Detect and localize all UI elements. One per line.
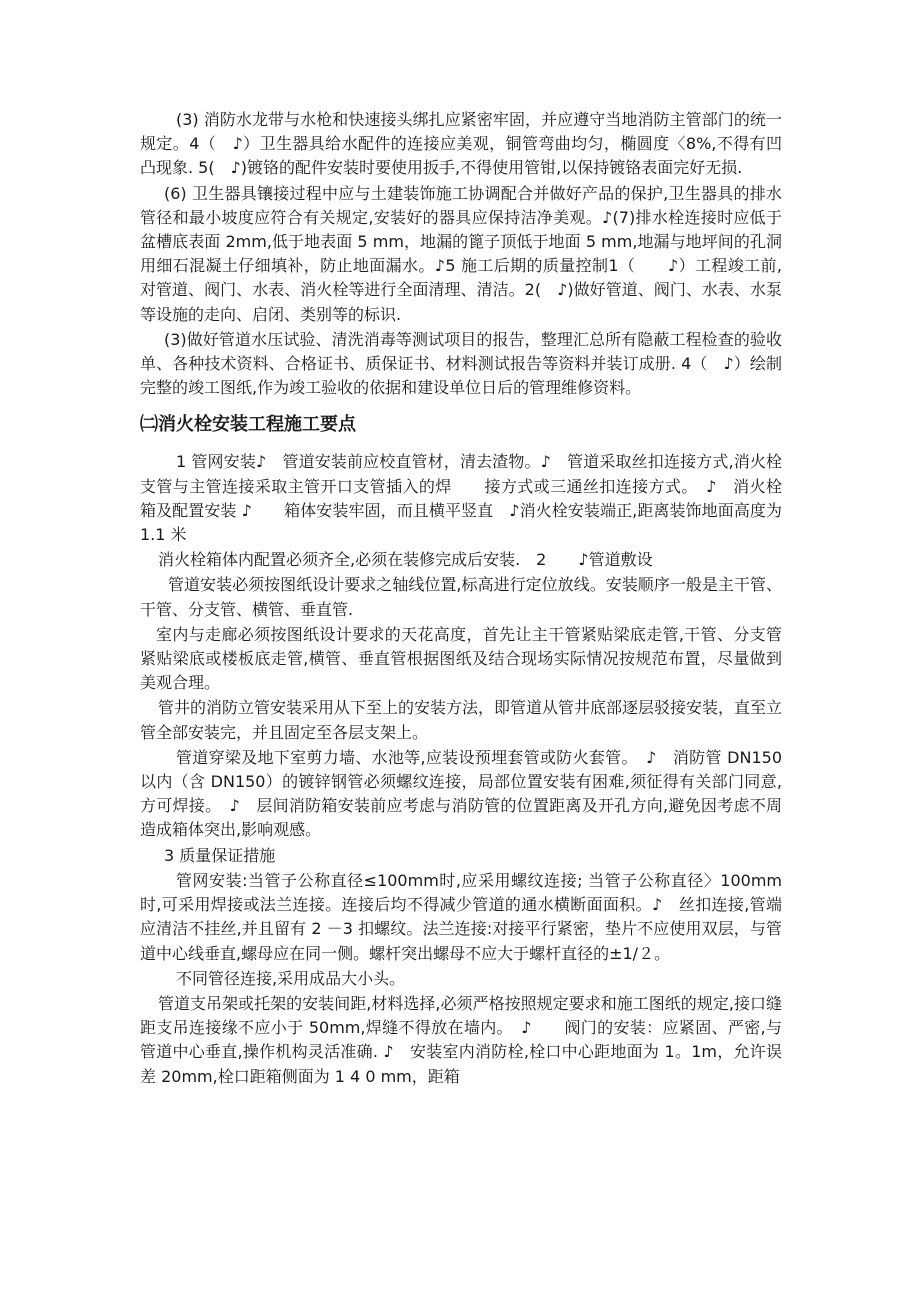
paragraph-reducer: 不同管径连接,采用成品大小头。 (176, 968, 406, 988)
paragraph-pipe-layout: 管道安装必须按图纸设计要求之轴线位置,标高进行定位放线。安装顺序一般是主干管、干管、分支管、横管、垂直管. (140, 575, 782, 619)
paragraph-indoor-corridor: 室内与走廊必须按图纸设计要求的天花高度，首先让主干管紧贴梁底走管,干管、分支管紧贴梁底或楼板底走管,横管、垂直管根据图纸及结合现场实际情况按规范布置，尽量做到美观合理。 (140, 624, 782, 693)
paragraph-cabinet-config: 消火栓箱体内配置必须齐全,必须在装修完成后安装. 2 ♪管道敷设 (158, 550, 653, 570)
paragraph-threaded-connection: 管网安装:当管子公称直径≤100mm时,应采用螺纹连接; 当管子公称直径〉100mm时,可采用焊接或法兰连接。连接后均不得减少管道的通水横断面面积。♪ 丝扣连接,管端应清洁不挂丝,并且留有 2 －3 扣螺纹。法兰连接:对接平行紧密，垫片不应使用双层，与管道中心线垂直,螺母应在同一侧。螺杆突出螺母不应大于螺杆直径的±1/２。 (140, 870, 782, 963)
section-heading-hydrant: ㈡消火栓安装工程施工要点 (140, 414, 356, 436)
paragraph-sanitary-fixtures: (6) 卫生器具镶接过程中应与土建装饰施工协调配合并做好产品的保护,卫生器具的排水管径和最小坡度应符合有关规定,安装好的器具应保持洁净美观。♪(7)排水栓连接时应低于盆槽底表面 2mm,低于地表面 5 mm，地漏的篦子顶低于地面 5 mm,地漏与地坪间的孔洞用细石混凝土仔细填补，防止地面漏水。♪5 施工后期的质量控制1（ ♪）工程竣工前,对管道、阀门、水表、消火栓等进行全面清理、清洁。2( ♪)做好管道、阀门、水表、水泵等设施的走向、启闭、类别等的标识. (140, 183, 782, 324)
paragraph-completion-reports: (3)做好管道水压试验、清洗消毒等测试项目的报告，整理汇总所有隐蔽工程检查的验收单、各种技术资料、合格证书、质保证书、材料测试报告等资料并装订成册. 4（ ♪）绘制完整的竣工图纸,作为竣工验收的依据和建设单位日后的管理维修资料。 (140, 329, 782, 398)
paragraph-sleeves: 管道穿梁及地下室剪力墙、水池等,应装设预埋套管或防火套管。 ♪ 消防管 DN150 以内（含 DN150）的镀锌钢管必须螺纹连接，局部位置安装有困难,须征得有关部门同意,方可焊接。 ♪ 层间消防箱安装前应考虑与消防管的位置距离及开孔方向,避免因考虑不周造成箱体突出,影响观感。 (140, 747, 782, 840)
paragraph-supports-valves: 管道支吊架或托架的安装间距,材料选择,必须严格按照规定要求和施工图纸的规定,接口缝距支吊连接缘不应小于 50mm,焊缝不得放在墙内。 ♪ 阀门的安装：应紧固、严密,与管道中心垂直,操作机构灵活准确. ♪ 安装室内消防栓,栓口中心距地面为 1。1m，允许误差 20mm,栓口距箱侧面为 1 4 0 mm，距箱 (140, 993, 782, 1086)
paragraph-riser-install: 管井的消防立管安装采用从下至上的安装方法，即管道从管井底部逐层驳接安装，直至立管全部安装完，并且固定至各层支架上。 (140, 698, 783, 742)
paragraph-pipe-network: 1 管网安装♪ 管道安装前应校直管材，清去渣物。♪ 管道采取丝扣连接方式,消火栓支管与主管连接采取主管开口支管插入的焊 接方式或三通丝扣连接方式。 ♪ 消火栓箱及配置安装 ♪ 箱体安装牢固，而且横平竖直 ♪消火栓安装端正,距离装饰地面高度为 1.1 米 (140, 452, 782, 545)
paragraph-quality-heading: 3 质量保证措施 (164, 845, 276, 865)
paragraph-fire-hose: (3) 消防水龙带与水枪和快速接头绑扎应紧密牢固，并应遵守当地消防主管部门的统一规定。4（ ♪）卫生器具给水配件的连接应美观，铜管弯曲均匀，椭圆度〈8%,不得有凹凸现象. 5( ♪)镀铬的配件安装时要使用扳手,不得使用管钳,以保持镀铬表面完好无损. (140, 110, 782, 178)
